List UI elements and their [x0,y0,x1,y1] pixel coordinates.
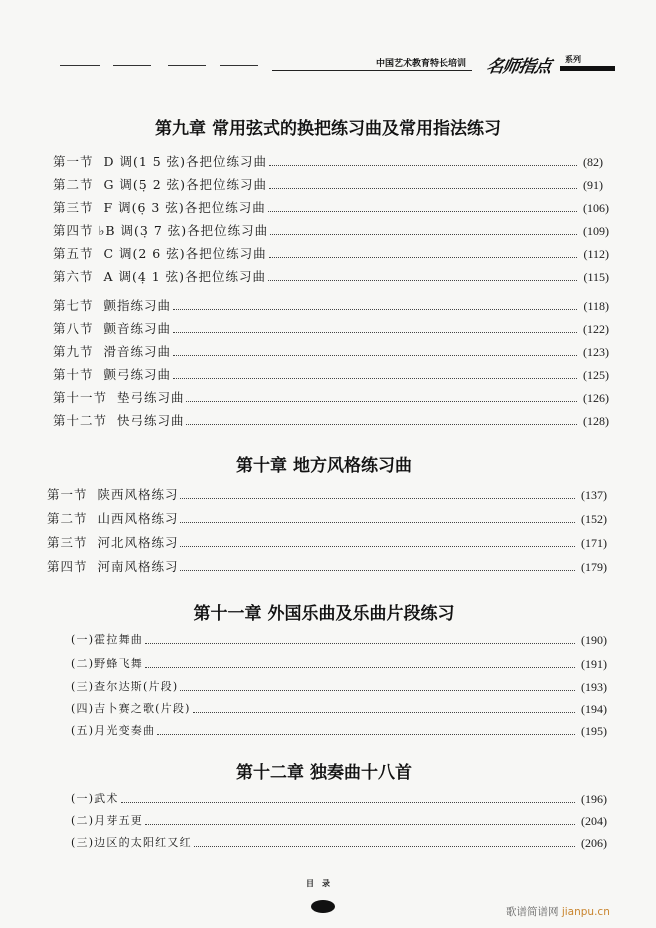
toc-entry-label: 第一节 D 调(1 5 弦)各把位练习曲 [53,154,268,169]
toc-entry-page: (122) [583,322,609,336]
leader-dots [186,400,577,402]
header-brand-logo: 名师指点 [484,57,553,77]
toc-entry-label: (五)月光变奏曲 [71,724,156,737]
toc-entry-label: 第十二节 快弓练习曲 [53,413,185,428]
toc-entry[interactable] [71,697,607,717]
toc-entry[interactable] [47,507,607,527]
watermark-cn: 歌谱简谱网 [506,906,559,918]
watermark-en: jianpu.cn [561,906,610,918]
toc-entry-label: 第四节 河南风格练习 [47,559,179,574]
toc-entry[interactable] [53,363,609,383]
toc-entry[interactable] [53,340,609,360]
toc-entry-page: (106) [583,201,609,215]
leader-dots [173,308,578,310]
header-bar [560,66,615,71]
toc-entry-label: (四)吉卜赛之歌(片段) [71,702,191,715]
leader-dots [121,801,575,803]
header-dash [113,65,151,66]
chapter-title: 第十二章 独奏曲十八首 [236,763,412,783]
toc-entry[interactable] [53,150,603,170]
toc-entry[interactable] [71,787,607,807]
toc-entry-page: (82) [583,155,603,169]
leader-dots [173,377,577,379]
leader-dots [145,666,575,668]
toc-entry-page: (115) [583,270,609,284]
toc-entry-page: (123) [583,345,609,359]
toc-entry-label: 第二节 山西风格练习 [47,511,179,526]
toc-entry-label: 第十一节 垫弓练习曲 [53,390,185,405]
toc-entry[interactable] [71,652,607,672]
toc-entry-label: (三)边区的太阳红又红 [71,836,192,849]
toc-entry[interactable] [71,719,607,739]
watermark [506,904,610,919]
leader-dots [194,845,575,847]
toc-entry-page: (137) [581,488,607,502]
footer-label: 目录 [306,879,338,888]
toc-entry-label: 第九节 滑音练习曲 [53,344,171,359]
toc-entry-page: (126) [583,391,609,405]
toc-entry[interactable] [53,242,609,262]
leader-dots [268,279,577,281]
leader-dots [269,256,578,258]
toc-entry-label: (二)野蜂飞舞 [71,657,143,670]
toc-entry-page: (190) [581,633,607,647]
page-header [0,52,656,77]
header-org: 中国艺术教育特长培训 [376,59,467,69]
toc-entry-label: 第三节 河北风格练习 [47,535,179,550]
toc-entry[interactable] [53,386,609,406]
toc-entry-page: (196) [581,792,607,806]
toc-entry-page: (204) [581,814,607,828]
toc-entry-page: (194) [581,702,607,716]
toc-entry-page: (125) [583,368,609,382]
header-series: 系列 [565,55,581,64]
toc-entry[interactable] [53,409,609,429]
leader-dots [269,164,577,166]
toc-entry-label: 第六节 A 调(4̣ 1 弦)各把位练习曲 [53,269,267,284]
leader-dots [180,569,575,571]
toc-entry-label: 第一节 陕西风格练习 [47,487,179,502]
leader-dots [180,497,575,499]
toc-entry[interactable] [53,196,609,216]
toc-entry-label: 第十节 颤弓练习曲 [53,367,171,382]
toc-entry-page: (179) [581,560,607,574]
toc-entry-label: (二)月芽五更 [71,814,143,827]
toc-entry[interactable] [47,531,607,551]
header-dash [168,65,206,66]
toc-entry[interactable] [71,675,607,695]
toc-entry-label: (一)霍拉舞曲 [71,633,143,646]
header-dash [220,65,258,66]
header-dash [60,65,100,66]
toc-entry-page: (109) [583,224,609,238]
toc-entry[interactable] [71,628,607,648]
leader-dots [268,210,577,212]
leader-dots [180,689,575,691]
toc-entry-page: (152) [581,512,607,526]
footer-page-oval [311,900,335,913]
leader-dots [186,423,577,425]
toc-entry-page: (191) [581,657,607,671]
toc-entry-label: 第七节 颤指练习曲 [53,298,171,313]
leader-dots [180,521,575,523]
toc-entry-page: (112) [583,247,609,261]
leader-dots [269,187,577,189]
toc-entry-page: (195) [581,724,607,738]
chapter-title: 第十章 地方风格练习曲 [236,456,412,476]
toc-entry[interactable] [71,809,607,829]
toc-entry[interactable] [53,219,609,239]
toc-entry[interactable] [53,265,609,285]
toc-entry-page: (128) [583,414,609,428]
toc-entry-page: (193) [581,680,607,694]
leader-dots [173,331,577,333]
toc-entry[interactable] [53,294,609,314]
toc-entry-label: 第三节 F 调(6̣ 3 弦)各把位练习曲 [53,200,266,215]
toc-entry-page: (206) [581,836,607,850]
toc-entry-page: (171) [581,536,607,550]
toc-entry-label: 第二节 G 调(5̣ 2 弦)各把位练习曲 [53,177,268,192]
toc-entry-label: 第五节 C 调(2 6 弦)各把位练习曲 [53,246,267,261]
leader-dots [193,711,575,713]
chapter-title: 第十一章 外国乐曲及乐曲片段练习 [193,604,455,624]
toc-entry-label: (三)查尔达斯(片段) [71,680,179,693]
leader-dots [180,545,575,547]
leader-dots [270,233,577,235]
header-rule [272,70,472,71]
toc-entry[interactable] [53,317,609,337]
toc-entry[interactable] [47,555,607,575]
toc-entry[interactable] [71,831,607,851]
toc-entry[interactable] [47,483,607,503]
toc-entry-label: (一)武术 [71,792,119,805]
toc-entry-label: 第四节 ♭B 调(3̣ 7 弦)各把位练习曲 [53,223,269,238]
leader-dots [157,733,575,735]
toc-entry-label: 第八节 颤音练习曲 [53,321,171,336]
toc-entry[interactable] [53,173,603,193]
leader-dots [145,823,575,825]
toc-entry-page: (91) [583,178,603,192]
leader-dots [173,354,577,356]
leader-dots [145,642,575,644]
chapter-title: 第九章 常用弦式的换把练习曲及常用指法练习 [155,119,501,139]
toc-entry-page: (118) [583,299,609,313]
